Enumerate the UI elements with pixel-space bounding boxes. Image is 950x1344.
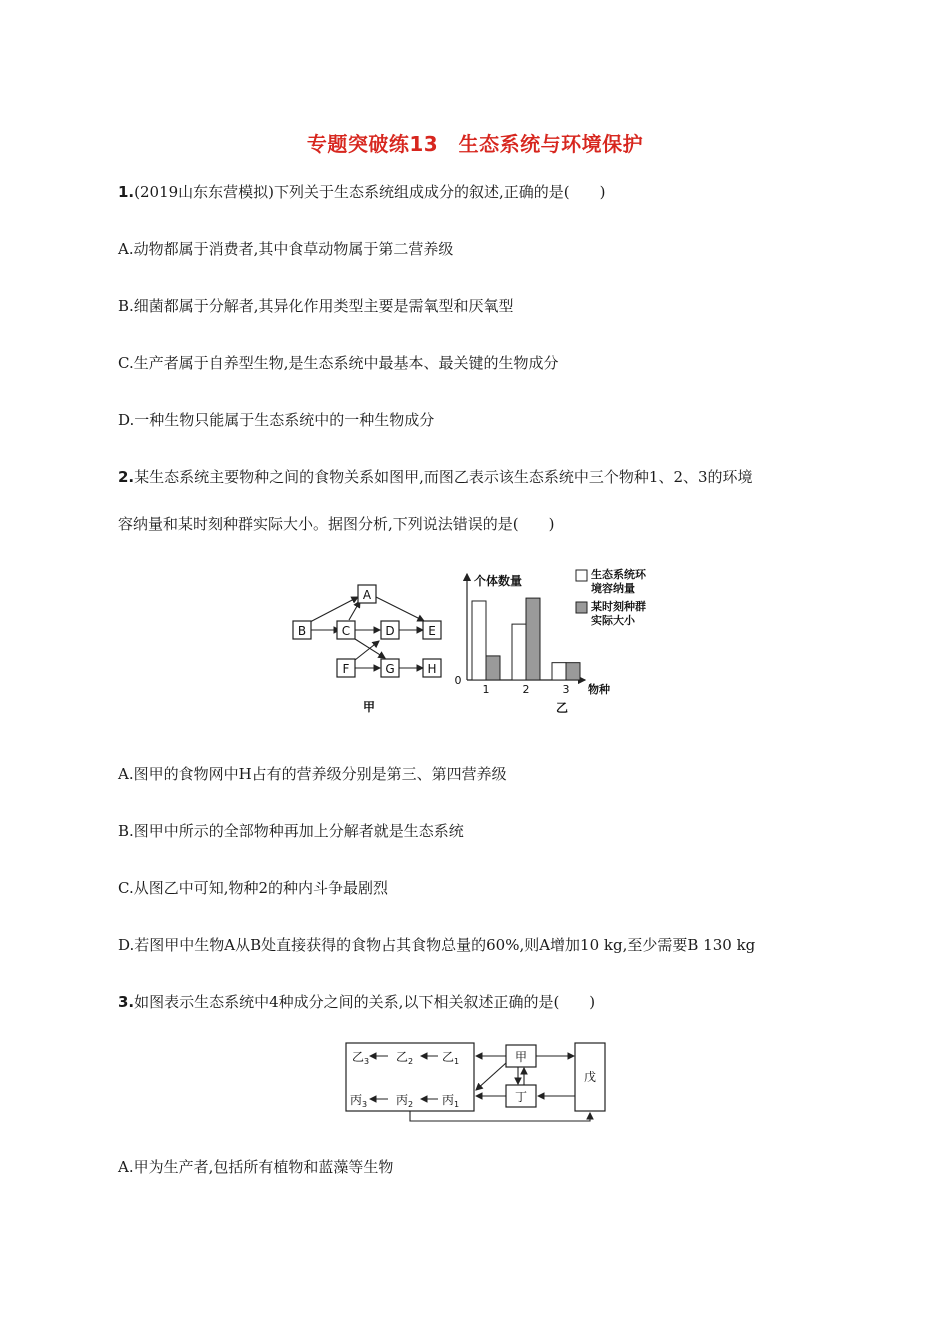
fig-yi-caption: 乙: [555, 701, 569, 715]
origin-label: 0: [454, 674, 462, 687]
x-tick-2: 2: [522, 683, 530, 696]
label-ding: 丁: [515, 1090, 528, 1104]
node-d: D: [385, 624, 395, 638]
label-yi-1: 乙$_1$: [442, 1050, 460, 1066]
node-f: F: [342, 662, 350, 676]
q2-stem-line1: [118, 466, 753, 487]
label-bing-3: 丙$_3$: [350, 1093, 368, 1109]
legend-capacity-label-2: 境容纳量: [591, 582, 635, 595]
q1-option-d: D.一种生物只能属于生态系统中的一种生物成分: [118, 411, 435, 429]
q1-option-a: A.动物都属于消费者,其中食草动物属于第二营养级: [118, 240, 454, 258]
label-yi-2: 乙$_2$: [396, 1050, 414, 1066]
q1-stem: [118, 181, 606, 202]
bar-species-2-actual: [526, 598, 540, 680]
node-a: A: [362, 588, 372, 602]
q2-number: 2.: [118, 468, 135, 486]
bar-species-3-capacity: [552, 663, 566, 680]
q2-option-c: C.从图乙中可知,物种2的种内斗争最剧烈: [118, 879, 389, 897]
population-bar-chart: [452, 560, 672, 720]
label-yi-3: 乙$_3$: [352, 1050, 370, 1066]
label-bing-1: 丙$_1$: [442, 1093, 460, 1109]
q1-option-c: C.生产者属于自养型生物,是生态系统中最基本、最关键的生物成分: [118, 354, 559, 372]
q2-stem-text1: 某生态系统主要物种之间的食物关系如图甲,而图乙表示该生态系统中三个物种1、2、3的环境: [134, 468, 753, 486]
legend-capacity-label-1: 生态系统环: [591, 568, 646, 581]
q2-option-b: B.图甲中所示的全部物种再加上分解者就是生态系统: [118, 822, 464, 840]
label-jia: 甲: [515, 1050, 528, 1064]
q3-stem-text: 如图表示生态系统中4种成分之间的关系,以下相关叙述正确的是( ): [134, 993, 596, 1011]
q3-number: 3.: [118, 993, 135, 1011]
y-axis-label: 个体数量: [474, 574, 523, 588]
x-tick-3: 3: [562, 683, 570, 696]
q1-number: 1.: [118, 183, 135, 201]
ecosystem-components-diagram: [338, 1035, 613, 1125]
node-h: H: [427, 662, 437, 676]
q2-option-a: A.图甲的食物网中H占有的营养级分别是第三、第四营养级: [118, 765, 507, 783]
legend-actual-label-2: 实际大小: [591, 614, 635, 627]
node-b: B: [297, 624, 307, 638]
node-e: E: [428, 624, 436, 638]
bar-species-1-capacity: [472, 601, 486, 680]
legend-actual-label-1: 某时刻种群: [591, 600, 646, 613]
legend-capacity-swatch: [576, 570, 587, 581]
bar-species-2-capacity: [512, 624, 526, 680]
q3-stem: [118, 991, 595, 1012]
x-axis-label: 物种: [588, 683, 610, 696]
q3-option-a: A.甲为生产者,包括所有植物和蓝藻等生物: [118, 1158, 394, 1176]
q2-stem-line2: 容纳量和某时刻种群实际大小。据图分析,下列说法错误的是( ): [118, 515, 555, 533]
q1-option-b: B.细菌都属于分解者,其异化作用类型主要是需氧型和厌氧型: [118, 297, 514, 315]
q1-stem-text: (2019山东东营模拟)下列关于生态系统组成成分的叙述,正确的是( ): [134, 183, 606, 201]
x-tick-1: 1: [482, 683, 490, 696]
fig-jia-caption: 甲: [362, 700, 376, 714]
page-title: 专题突破练13 生态系统与环境保护: [306, 132, 644, 156]
bar-species-3-actual: [566, 663, 580, 680]
node-c: C: [341, 624, 351, 638]
label-wu: 戊: [584, 1070, 597, 1084]
label-bing-2: 丙$_2$: [396, 1093, 414, 1109]
bar-species-1-actual: [486, 656, 500, 680]
q2-option-d: D.若图甲中生物A从B处直接获得的食物占其食物总量的60%,则A增加10 kg,至少需要B 130 kg: [118, 936, 756, 954]
legend-actual-swatch: [576, 602, 587, 613]
food-web-diagram: [285, 575, 450, 720]
node-g: G: [385, 662, 395, 676]
